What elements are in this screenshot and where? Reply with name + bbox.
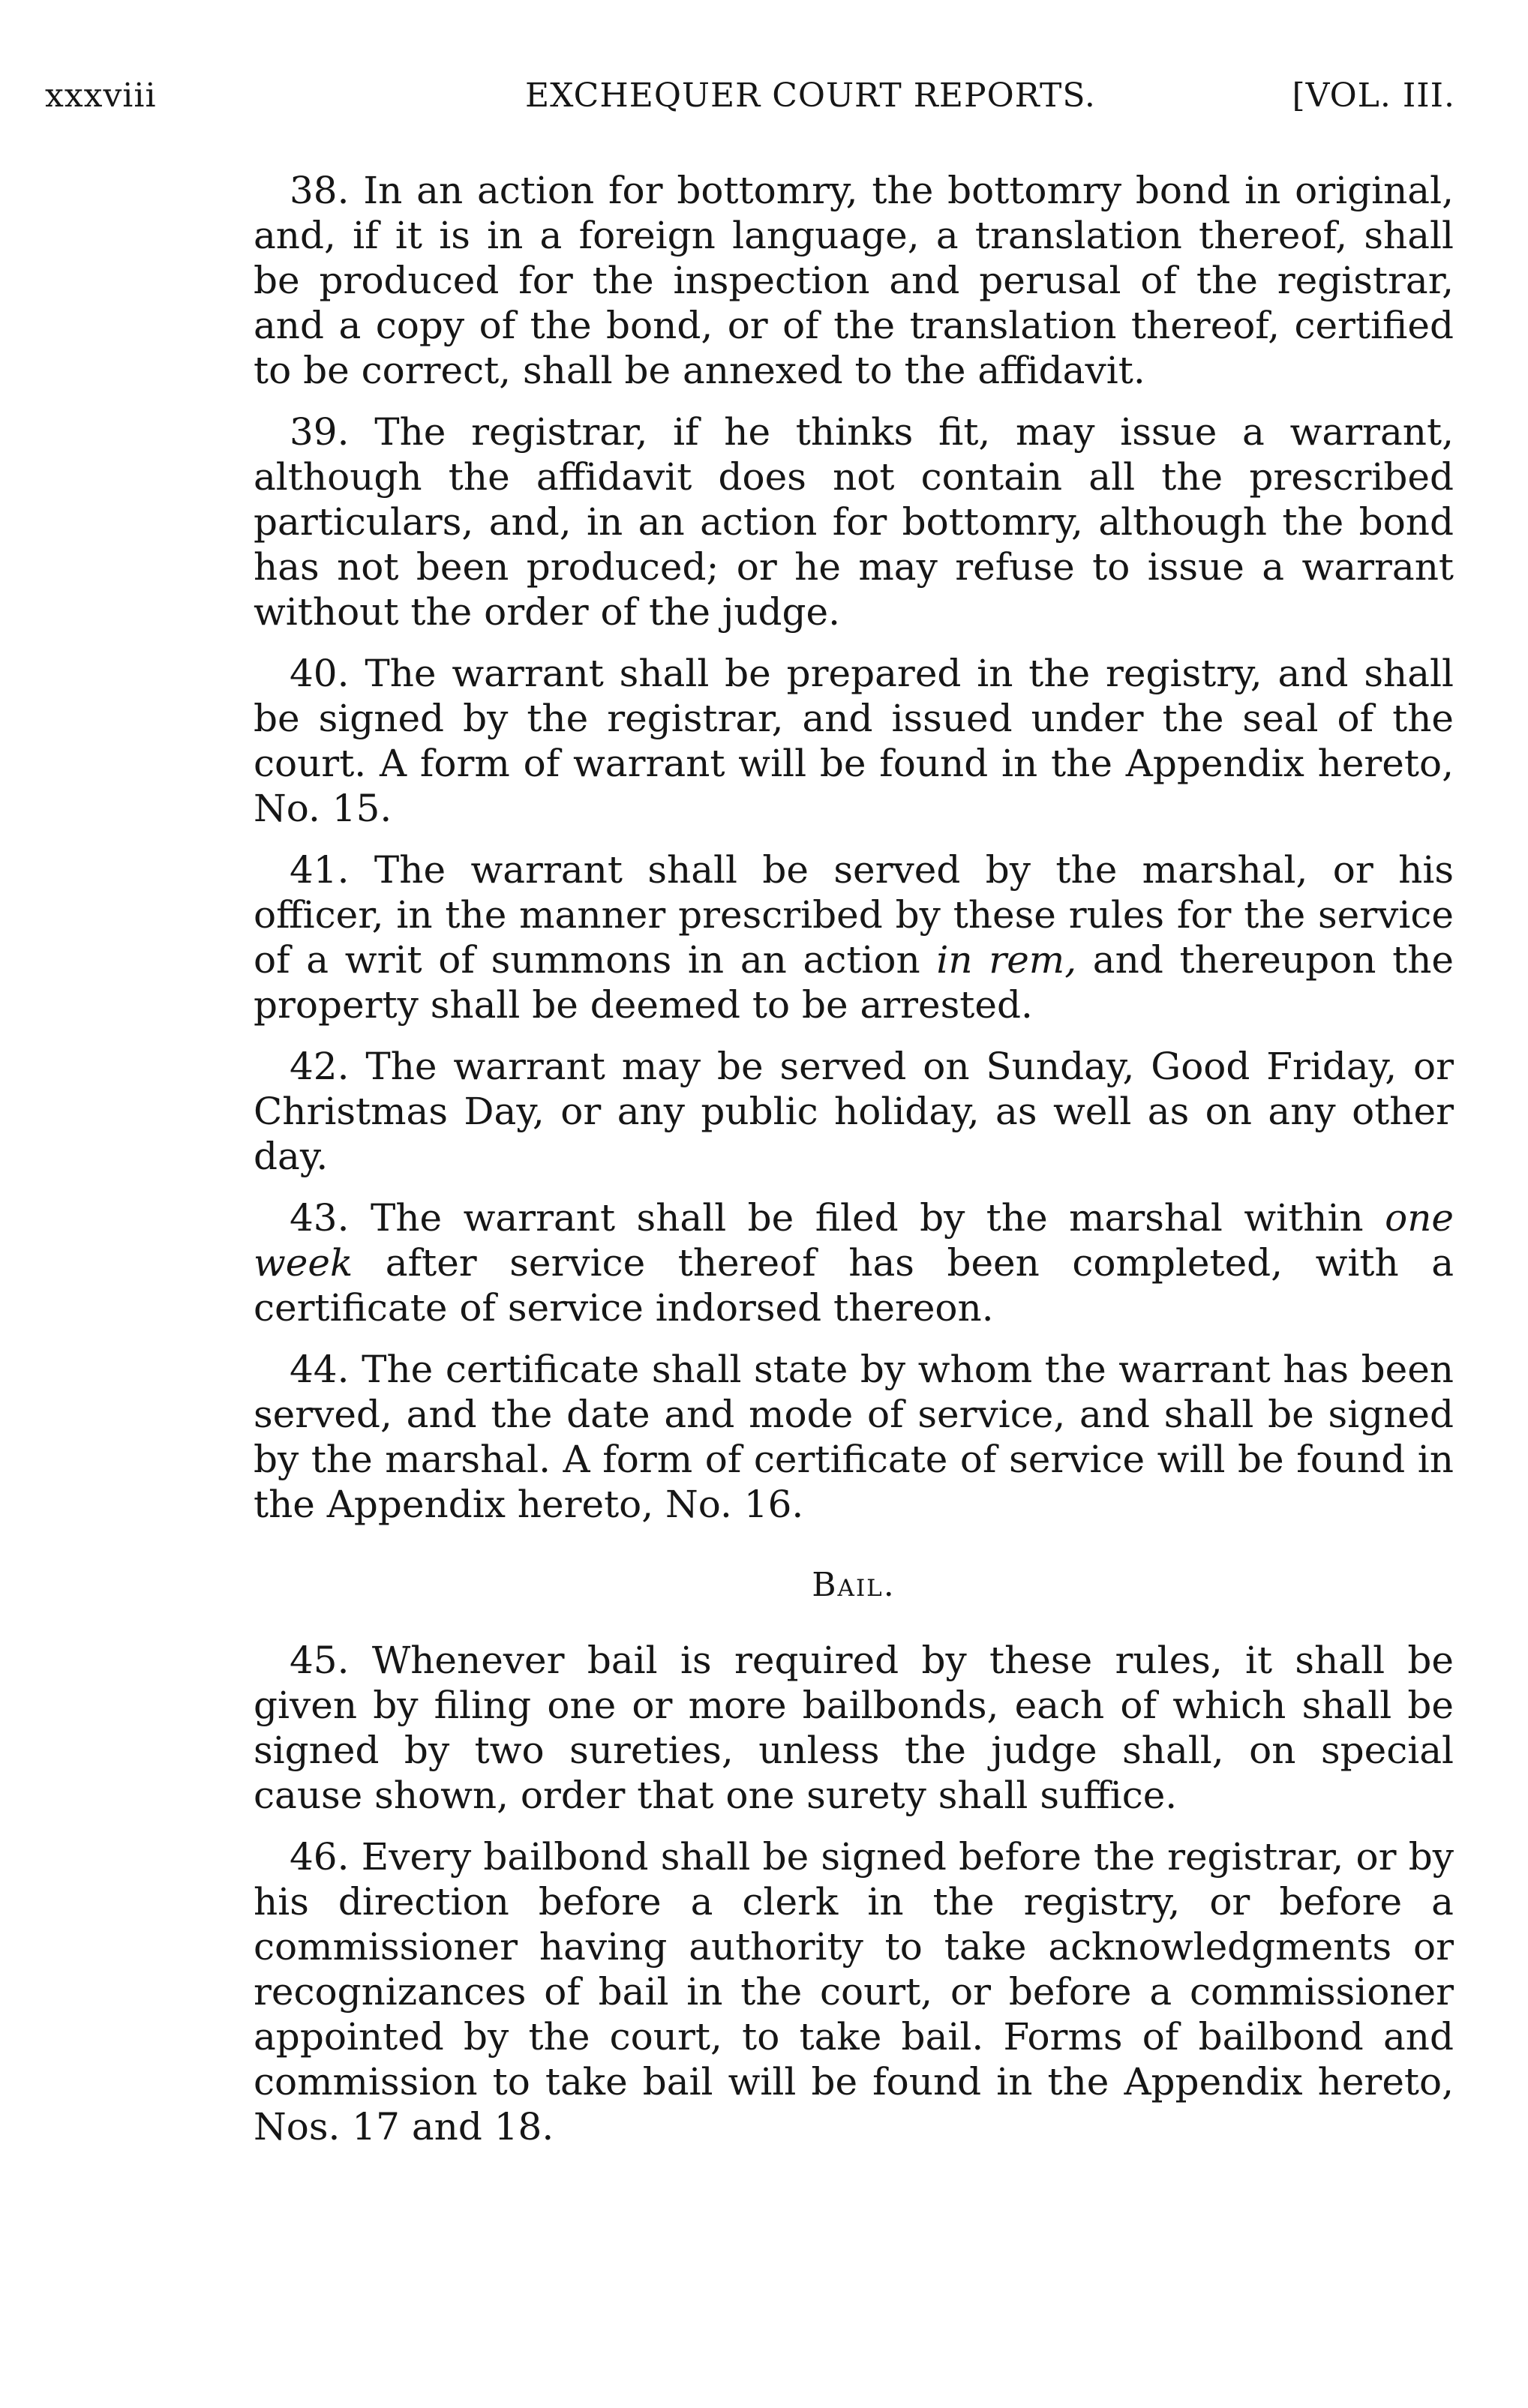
rule-46: 46. Every bailbond shall be signed before the registrar, or by his direction before a clerk in the registry, or before a commissioner having authority to take acknowledgments or recognizances of bail in the court, or before a commissioner appointed by the court, to take bail. Forms of bailbond and commission to take bail will be found in the Appendix hereto, Nos. 17 and 18. bbox=[254, 1835, 1454, 2149]
page-number: xxxviii bbox=[45, 76, 157, 115]
running-title: EXCHEQUER COURT REPORTS. bbox=[525, 76, 1096, 115]
rule-40: 40. The warrant shall be prepared in the registry, and shall be signed by the registrar, and issued under the seal of the court. A form of warrant will be found in the Appendix hereto, No. 15. bbox=[254, 652, 1454, 830]
rule-38: 38. In an action for bottomry, the bottomry bond in original, and, if it is in a foreign language, a translation thereof, shall be produced for the inspection and perusal of the registrar, and a copy of the bond, or of the translation thereof, certified to be correct, shall be annexed to the affidavit. bbox=[254, 169, 1454, 392]
section-title-bail: Bail. bbox=[812, 1566, 896, 1604]
rule-41-text-end: and thereupon the property shall be deemed to be arrested. bbox=[254, 938, 1454, 1027]
volume-label: [VOL. III. bbox=[1292, 76, 1455, 115]
rule-41-italic: in rem, bbox=[936, 938, 1077, 982]
rule-39: 39. The registrar, if he thinks fit, may issue a warrant, although the affidavit does not contain all the prescribed particulars, and, in an action for bottomry, although the bond has not been produced; or he may refuse to issue a warrant without the order of the judge. bbox=[254, 410, 1454, 634]
rule-43-text-start: 43. The warrant shall be filed by the marshal within bbox=[290, 1196, 1385, 1240]
rule-43 bbox=[254, 1195, 1454, 1330]
rule-45: 45. Whenever bail is required by these rules, it shall be given by filing one or more bailbonds, each of which shall be signed by two sureties, unless the judge shall, on special cause shown, order that one surety shall suffice. bbox=[254, 1639, 1454, 1817]
rule-43-italic: one week bbox=[254, 1196, 1454, 1285]
rule-42: 42. The warrant may be served on Sunday, Good Friday, or Christmas Day, or any public holiday, as well as on any other day. bbox=[254, 1045, 1454, 1178]
rule-43-text-end: after service thereof has been completed, with a certificate of service indorsed thereon. bbox=[254, 1241, 1454, 1330]
rule-44: 44. The certificate shall state by whom the warrant has been served, and the date and mode of service, and shall be signed by the marshal. A form of certificate of service will be found in the Appendix hereto, No. 16. bbox=[254, 1348, 1454, 1526]
page-header bbox=[45, 76, 1455, 129]
rule-41-text-start: 41. The warrant shall be served by the marshal, or his officer, in the manner prescribed by these rules for the service of a writ of summons in an action bbox=[254, 848, 1454, 982]
page-body bbox=[254, 168, 1454, 2166]
rule-41 bbox=[254, 847, 1454, 1027]
